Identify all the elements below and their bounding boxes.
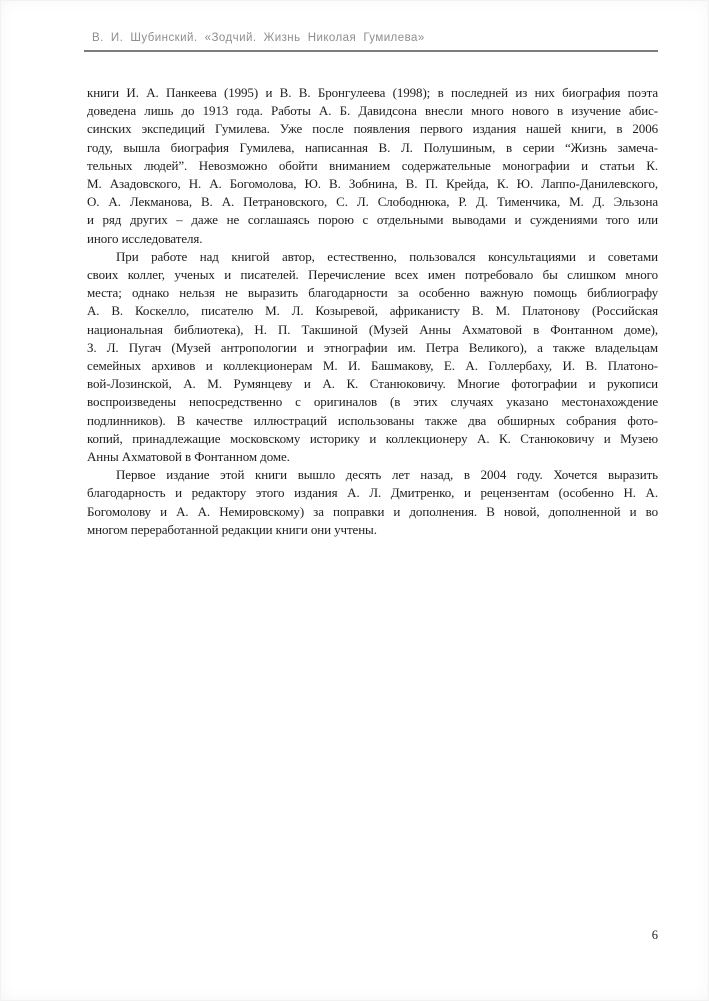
text-line: национальная библиотека), Н. П. Такшиной (Музей Анны Ахматовой в Фонтанном доме), [87, 321, 658, 337]
text-line: иного исследователя. [87, 230, 203, 246]
text-line: Богомолову и А. А. Немировскому) за поправки и дополнения. В новой, дополненной и во [87, 503, 658, 519]
header-rule [84, 50, 658, 52]
running-header [92, 32, 658, 44]
text-line: тельных людей”. Невозможно обойти вниманием содержательные монографии и статьи К. [87, 157, 658, 173]
paragraph [87, 84, 658, 248]
text-line: синских экспедиций Гумилева. Уже после появления первого издания нашей книги, в 2006 [87, 121, 658, 137]
text-line: О. А. Лекманова, В. А. Петрановского, С. Л. Слободнюка, Р. Д. Тименчика, М. Д. Эльзона [87, 194, 658, 210]
text-line: году, вышла биография Гумилева, написанная В. Л. Полушиным, в серии “Жизнь замеча- [87, 139, 658, 155]
text-line: З. Л. Пугач (Музей антропологии и этнографии им. Петра Великого), а также владельцам [87, 339, 658, 355]
text-line: А. В. Коскелло, писателю М. Л. Козыревой, африканисту В. М. Платонову (Российская [87, 303, 658, 319]
text-line: семейных архивов и коллекционерам М. И. Башмакову, Е. А. Голлербаху, И. В. Платоно- [87, 358, 658, 374]
text-line: многом переработанной редакции книги они учтены. [87, 521, 377, 537]
text-line: воспроизведены непосредственно с оригиналов (в этих случаях указано местонахождение [87, 394, 658, 410]
paragraph [87, 248, 658, 466]
text-line: места; однако нельзя не выразить благодарности за особенно важную помощь библиографу [87, 285, 658, 301]
text-line: благодарность и редактору этого издания А. Л. Дмитренко, и рецензентам (особенно Н. А. [87, 485, 658, 501]
text-line: доведена лишь до 1913 года. Работы А. Б. Давидсона внесли много нового в изучение абис- [87, 103, 658, 119]
running-header-title: В. И. Шубинский. «Зодчий. Жизнь Николая Гумилева» [92, 32, 425, 44]
text-line: своих коллег, ученых и писателей. Перечисление всех имен потребовало бы слишком много [87, 267, 658, 283]
page-text [87, 84, 658, 539]
paragraph [87, 466, 658, 539]
text-line: копий, принадлежащие московскому историку и коллекционеру А. К. Станюковичу и Музею [87, 430, 658, 446]
page-number: 6 [651, 928, 658, 942]
text-line: книги И. А. Панкеева (1995) и В. В. Бронгулеева (1998); в последней из них биография поэта [87, 85, 658, 100]
text-line: Первое издание этой книги вышло десять лет назад, в 2004 году. Хочется выразить [116, 467, 658, 483]
text-line: вой-Лозинской, А. М. Румянцеву и А. К. Станюковичу. Многие фотографии и рукописи [87, 376, 658, 392]
text-line: При работе над книгой автор, естественно, пользовался консультациями и советами [116, 248, 658, 264]
text-line: и ряд других – даже не соглашаясь порою с отдельными выводами и суждениями того или [87, 212, 658, 228]
text-line: Анны Ахматовой в Фонтанном доме. [87, 449, 290, 465]
text-line: М. Азадовского, Н. А. Богомолова, Ю. В. Зобнина, В. П. Крейда, К. Ю. Лаппо-Данилевского, [87, 176, 658, 192]
text-line: подлинников). В качестве иллюстраций использованы также два обширных собрания фото- [87, 412, 658, 428]
